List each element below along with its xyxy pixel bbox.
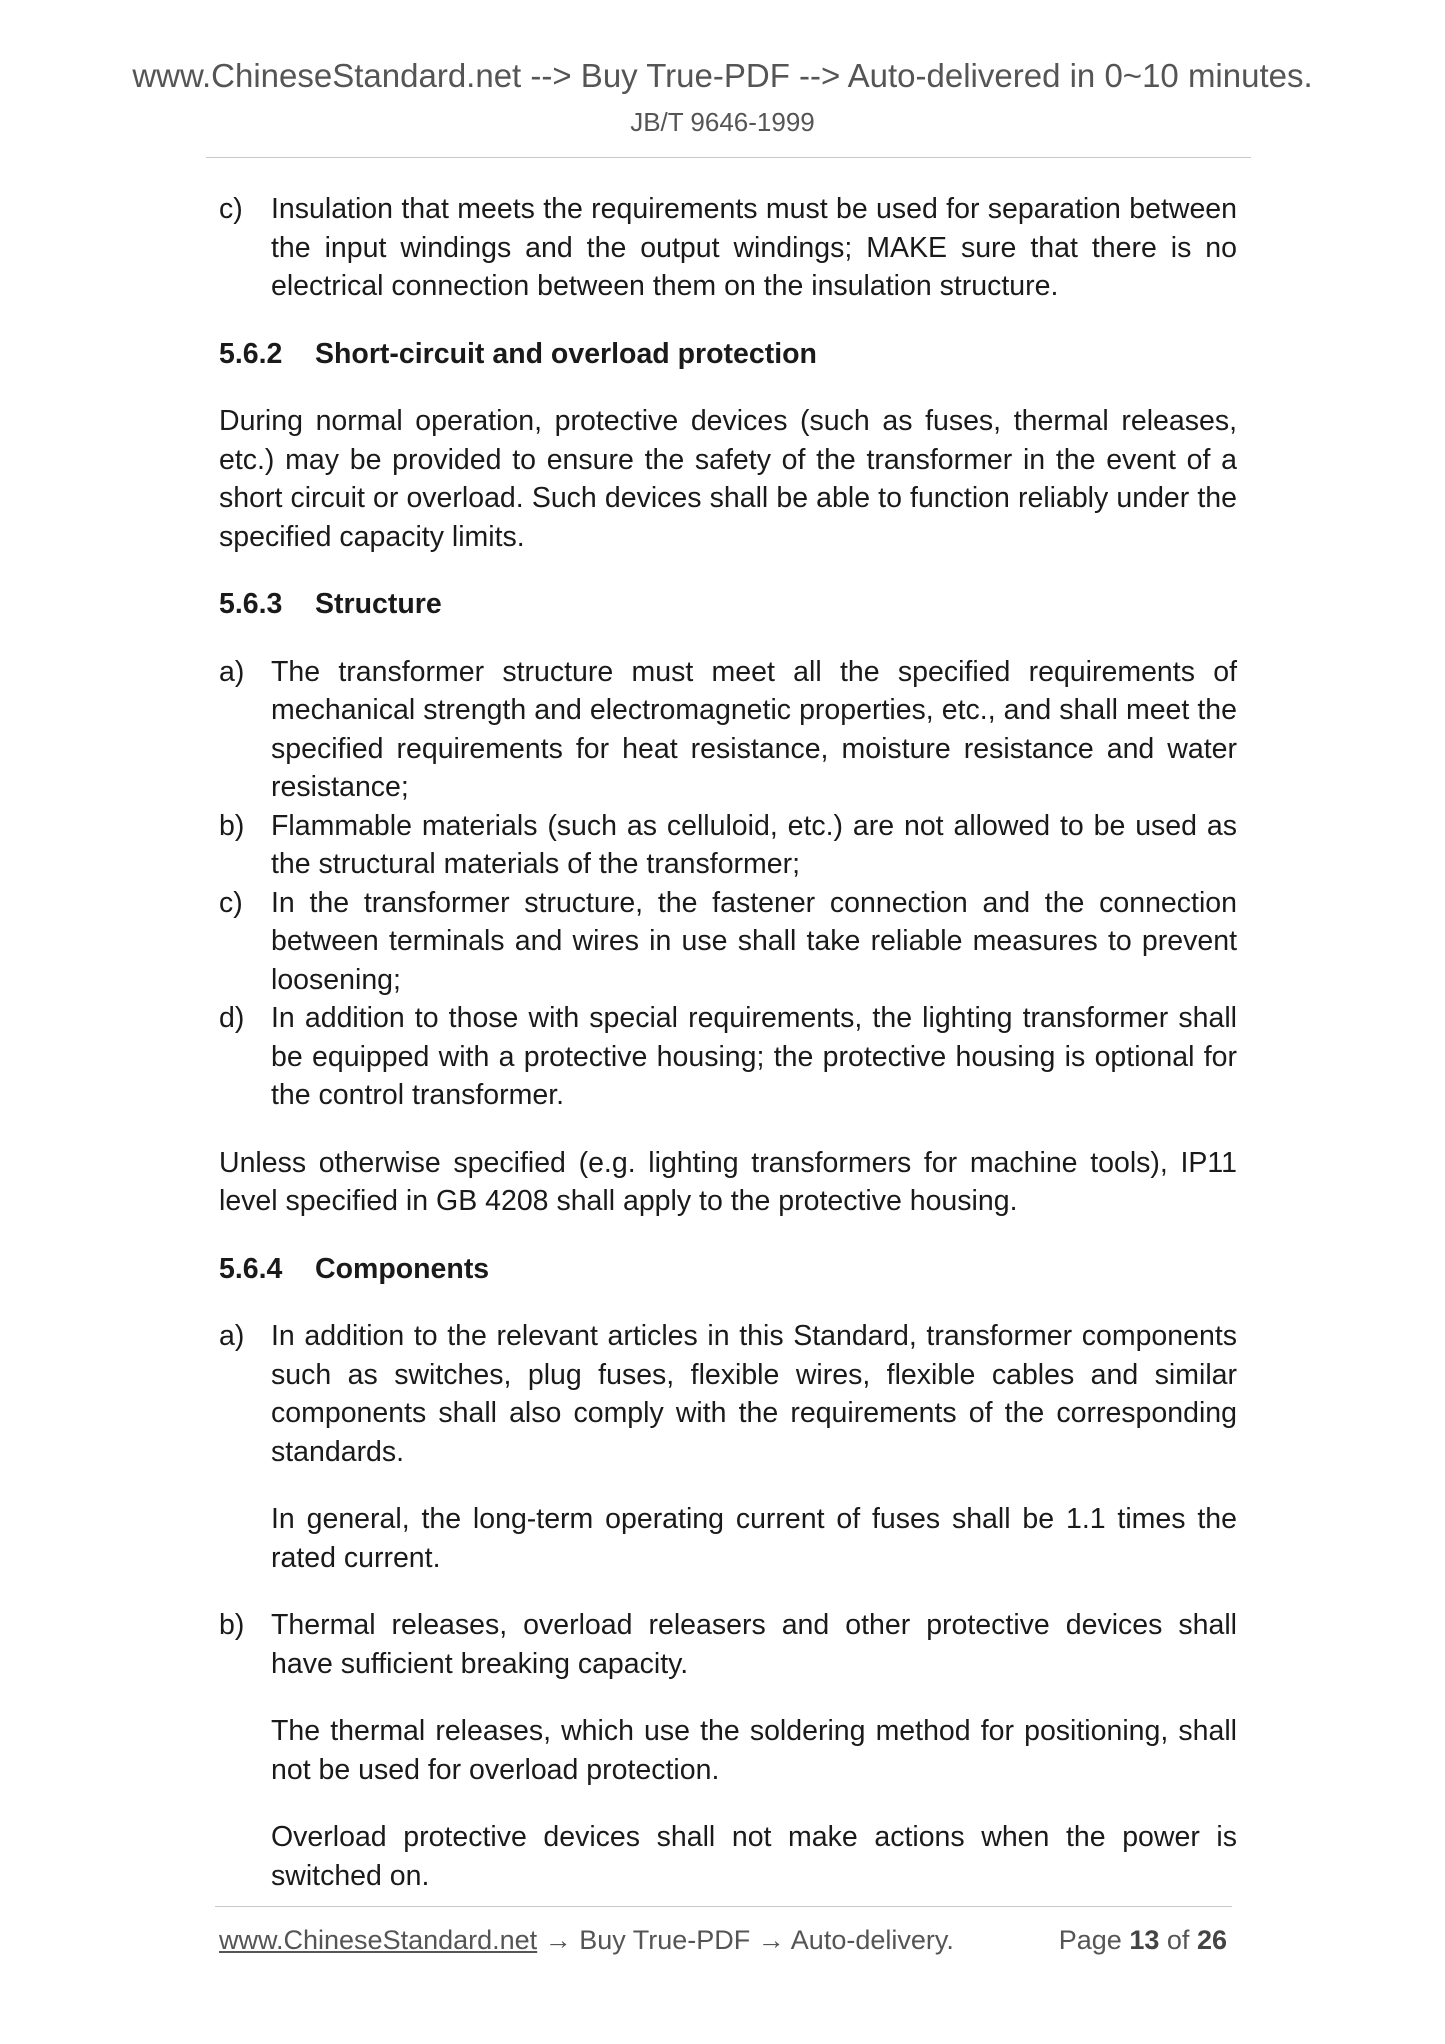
page-label: Page [1058,1925,1122,1955]
section-number: 5.6.3 [219,588,283,620]
header-divider [206,157,1251,158]
list-text: Thermal releases, overload releasers and other protective devices shall have sufficient breaking capacity. [271,1609,1237,1680]
list-marker: a) [219,1320,245,1352]
top-banner: www.ChineseStandard.net --> Buy True-PDF --> Auto-delivered in 0~10 minutes. [132,57,1313,94]
arrow-icon: → [544,1925,572,1955]
footer-divider [215,1906,1232,1907]
list-item [219,1606,1237,1683]
section-title: Structure [315,588,442,620]
document-body [219,190,1237,1924]
section-title: Components [315,1252,490,1285]
sub-paragraph: The thermal releases, which use the soldering method for positioning, shall not be used for overload protection. [271,1715,1237,1786]
document-code: JB/T 9646-1999 [630,107,815,137]
list-marker: c) [219,886,243,919]
list-text: In the transformer structure, the fastener connection and the connection between terminals and wires in use shall take reliable measures to prevent loosening; [271,886,1237,996]
page-indicator [1059,1923,1227,1957]
section-heading-5-6-2 [219,335,1237,374]
list-item [219,1317,1237,1471]
delivery-text: Auto-delivery. [790,1925,954,1955]
section-heading-5-6-4 [219,1250,1237,1289]
paragraph: Unless otherwise specified (e.g. lighting transformers for machine tools), IP11 level specified in GB 4208 shall apply to the protective housing. [219,1146,1237,1217]
website-link[interactable]: www.ChineseStandard.net [219,1925,538,1955]
list-text: In addition to the relevant articles in this Standard, transformer components such as switches, plug fuses, flexible wires, flexible cables and similar components shall also comply with the requirements of the corresponding standards. [271,1320,1237,1468]
section-title: Short-circuit and overload protection [315,337,817,370]
list-item [219,653,1237,807]
section-heading-5-6-3 [219,585,1237,624]
current-page: 13 [1129,1925,1160,1955]
paragraph: During normal operation, protective devices (such as fuses, thermal releases, etc.) may be provided to ensure the safety of the transformer in the event of a short circuit or overload. Such devices shall be able to function reliably under the specified capacity limits. [219,405,1237,553]
intro-list [219,190,1237,306]
sub-paragraph: In general, the long-term operating current of fuses shall be 1.1 times the rated current. [271,1503,1237,1574]
list-item [219,999,1237,1115]
of-label: of [1166,1925,1190,1955]
list-item [219,884,1237,1000]
list-marker: d) [219,1002,245,1034]
list-text: The transformer structure must meet all the specified requirements of mechanical strength and electromagnetic properties, etc., and shall meet the specified requirements for heat resistance, moisture resistance and water resistance; [271,655,1237,803]
list-marker: a) [219,655,245,688]
components-list-b [219,1606,1237,1683]
structure-list [219,653,1237,1115]
list-marker: b) [219,809,245,842]
footer-links [219,1923,954,1957]
list-text: In addition to those with special requirements, the lighting transformer shall be equipped with a protective housing; the protective housing is optional for the control transformer. [271,1002,1237,1111]
list-item [219,807,1237,884]
components-list-a [219,1317,1237,1471]
buy-text: Buy True-PDF [579,1925,751,1955]
sub-paragraph: Overload protective devices shall not make actions when the power is switched on. [271,1821,1237,1892]
section-number: 5.6.2 [219,337,283,370]
list-text: Flammable materials (such as celluloid, etc.) are not allowed to be used as the structural materials of the transformer; [271,809,1237,880]
total-pages: 26 [1196,1925,1227,1955]
arrow-icon: → [757,1925,785,1955]
list-marker: c) [219,193,243,225]
section-number: 5.6.4 [219,1252,283,1285]
list-text: Insulation that meets the requirements must be used for separation between the input windings and the output windings; MAKE sure that there is no electrical connection between them on the insulation structure. [271,193,1237,302]
list-marker: b) [219,1609,245,1641]
list-item [219,190,1237,306]
